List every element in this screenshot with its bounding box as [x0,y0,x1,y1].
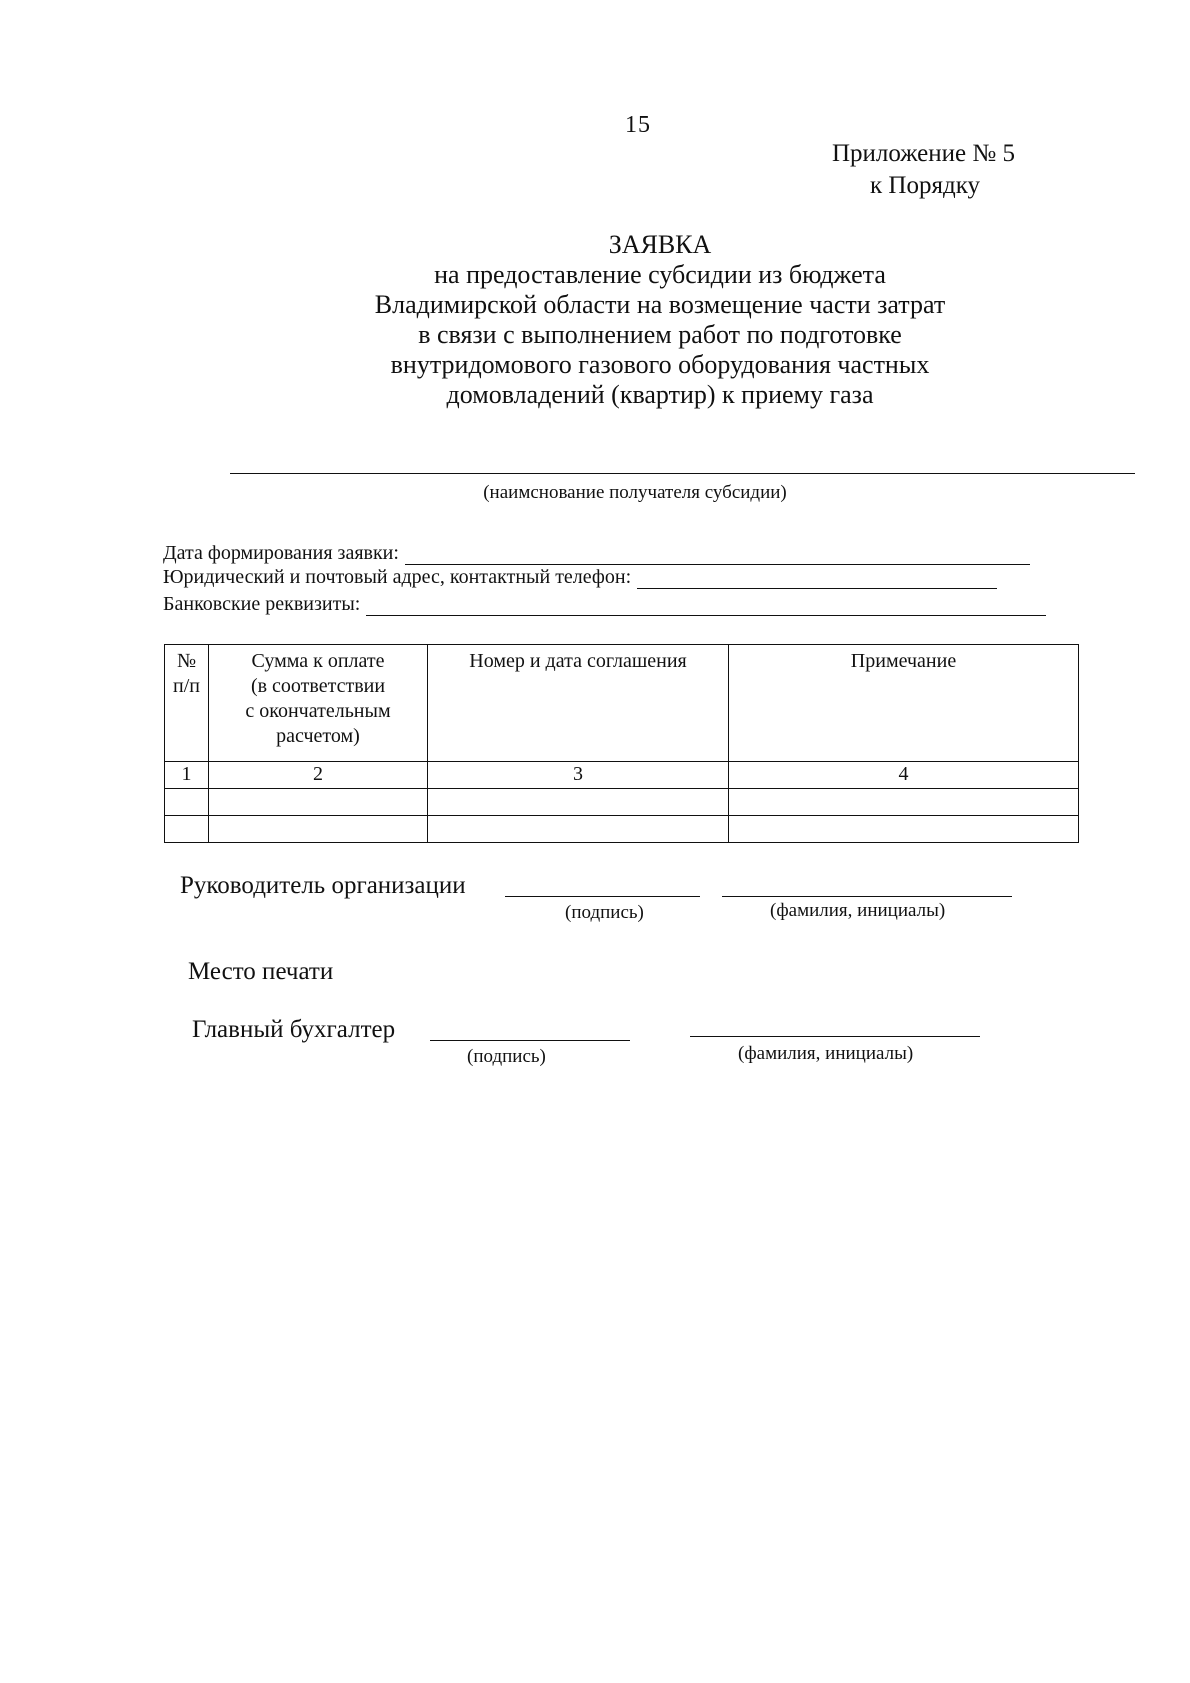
title-line: внутридомового газового оборудования частных [390,350,930,379]
header-line: № [176,650,197,672]
accountant-signature-field[interactable] [430,1040,630,1041]
seal-place-label: Место печати [188,958,334,985]
header-line: (в соответствии [250,675,386,697]
head-name-field[interactable] [722,896,1012,897]
bank-details-row [163,593,1046,616]
table-cell[interactable] [165,789,209,816]
title-line: домовладений (квартир) к приему газа [446,380,874,409]
table-row [165,816,1079,843]
bank-details-label: Банковские реквизиты: [163,593,361,615]
document-title [300,230,1020,410]
application-date-row [163,542,1030,565]
header-line: расчетом) [276,725,360,747]
table-header-row [165,645,1079,762]
application-date-field[interactable] [405,546,1030,565]
accountant-signature-caption: (подпись) [467,1046,546,1067]
column-header-note: Примечание [729,645,1079,762]
column-header-number [165,645,209,762]
head-signature-field[interactable] [505,896,700,897]
header-line: Сумма к оплате [251,650,385,672]
table-cell[interactable] [428,816,729,843]
column-number-row [165,762,1079,789]
accountant-name-field[interactable] [690,1036,980,1037]
table-cell[interactable] [209,789,428,816]
title-line: Владимирской области на возмещение части затрат [374,290,946,319]
column-number: 4 [729,762,1079,789]
title-line: в связи с выполнением работ по подготовке [418,320,902,349]
appendix-to-order: к Порядку [870,172,980,199]
title-line: на предоставление субсидии из бюджета [434,260,886,289]
column-number: 2 [209,762,428,789]
head-of-organization-label: Руководитель организации [180,872,466,899]
table-cell[interactable] [209,816,428,843]
table-cell[interactable] [165,816,209,843]
payment-table [164,644,1079,843]
table-cell[interactable] [428,789,729,816]
application-date-label: Дата формирования заявки: [163,542,399,564]
head-name-caption: (фамилия, инициалы) [770,900,946,921]
document-heading: ЗАЯВКА [608,230,712,259]
address-phone-field[interactable] [637,570,997,589]
appendix-reference [780,138,1040,202]
column-header-agreement: Номер и дата соглашения [428,645,729,762]
header-line: с окончательным [245,700,391,722]
table-cell[interactable] [729,816,1079,843]
recipient-name-field[interactable] [230,473,1135,474]
column-number: 1 [165,762,209,789]
header-line: п/п [173,675,200,697]
table-cell[interactable] [729,789,1079,816]
column-header-amount [209,645,428,762]
table-row [165,789,1079,816]
recipient-name-caption: (наимснование получателя субсидии) [483,482,787,503]
bank-details-field[interactable] [366,597,1046,616]
page-number: 15 [625,112,651,138]
chief-accountant-label: Главный бухгалтер [192,1016,396,1043]
column-number: 3 [428,762,729,789]
appendix-number: Приложение № 5 [831,140,1015,167]
accountant-name-caption: (фамилия, инициалы) [738,1043,914,1064]
address-phone-label: Юридический и почтовый адрес, контактный телефон: [163,566,632,588]
head-signature-caption: (подпись) [565,902,644,923]
address-phone-row [163,566,997,589]
